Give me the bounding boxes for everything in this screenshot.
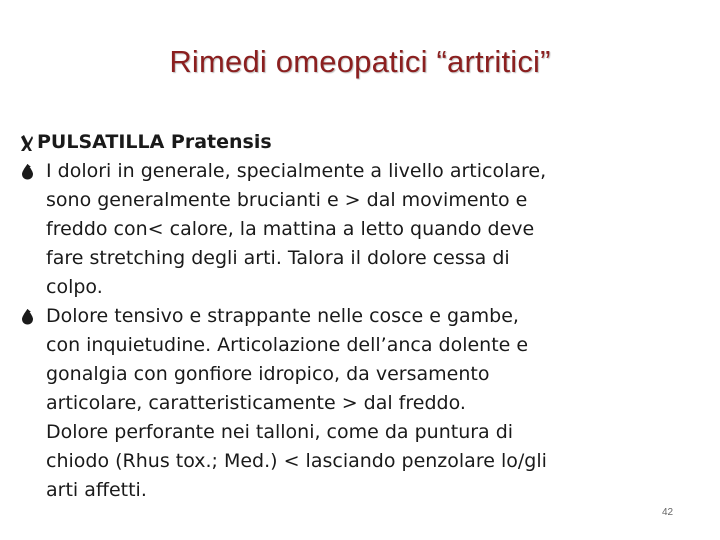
slide-title: Rimedi omeopatici “artritici” [169, 44, 551, 79]
bullet-line: fare stretching degli arti. Talora il dolore cessa di [46, 247, 510, 269]
bullet-line: colpo. [46, 276, 103, 298]
bullet-line: con inquietudine. Articolazione dell’anca dolente e [46, 334, 529, 356]
remedy-heading-label: PULSATILLA Pratensis [37, 131, 272, 153]
droplet-bullet-icon [20, 308, 35, 325]
bullet-line: sono generalmente brucianti e > dal movimento e [46, 189, 528, 211]
bullet-line: I dolori in generale, specialmente a livello articolare, [46, 160, 547, 182]
bullet-line: Dolore tensivo e strappante nelle cosce e gambe, [46, 305, 519, 327]
bullet-line: gonalgia con gonfiore idropico, da versamento [46, 363, 490, 385]
bullet-line: freddo con< calore, la mattina a letto quando deve [46, 218, 535, 240]
bullet-item [20, 302, 700, 505]
bullet-line: chiodo (Rhus tox.; Med.) < lasciando penzolare lo/gli [46, 450, 547, 472]
remedy-heading [20, 128, 700, 157]
droplet-bullet-icon [20, 163, 35, 180]
bullet-line: arti affetti. [46, 479, 147, 501]
bullet-item [20, 157, 700, 302]
slide-content [20, 128, 700, 505]
wingding-marker-icon [20, 134, 34, 152]
bullet-line: Dolore perforante nei talloni, come da puntura di [46, 421, 514, 443]
page-number: 42 [662, 507, 674, 518]
bullet-line: articolare, caratteristicamente > dal freddo. [46, 392, 466, 414]
